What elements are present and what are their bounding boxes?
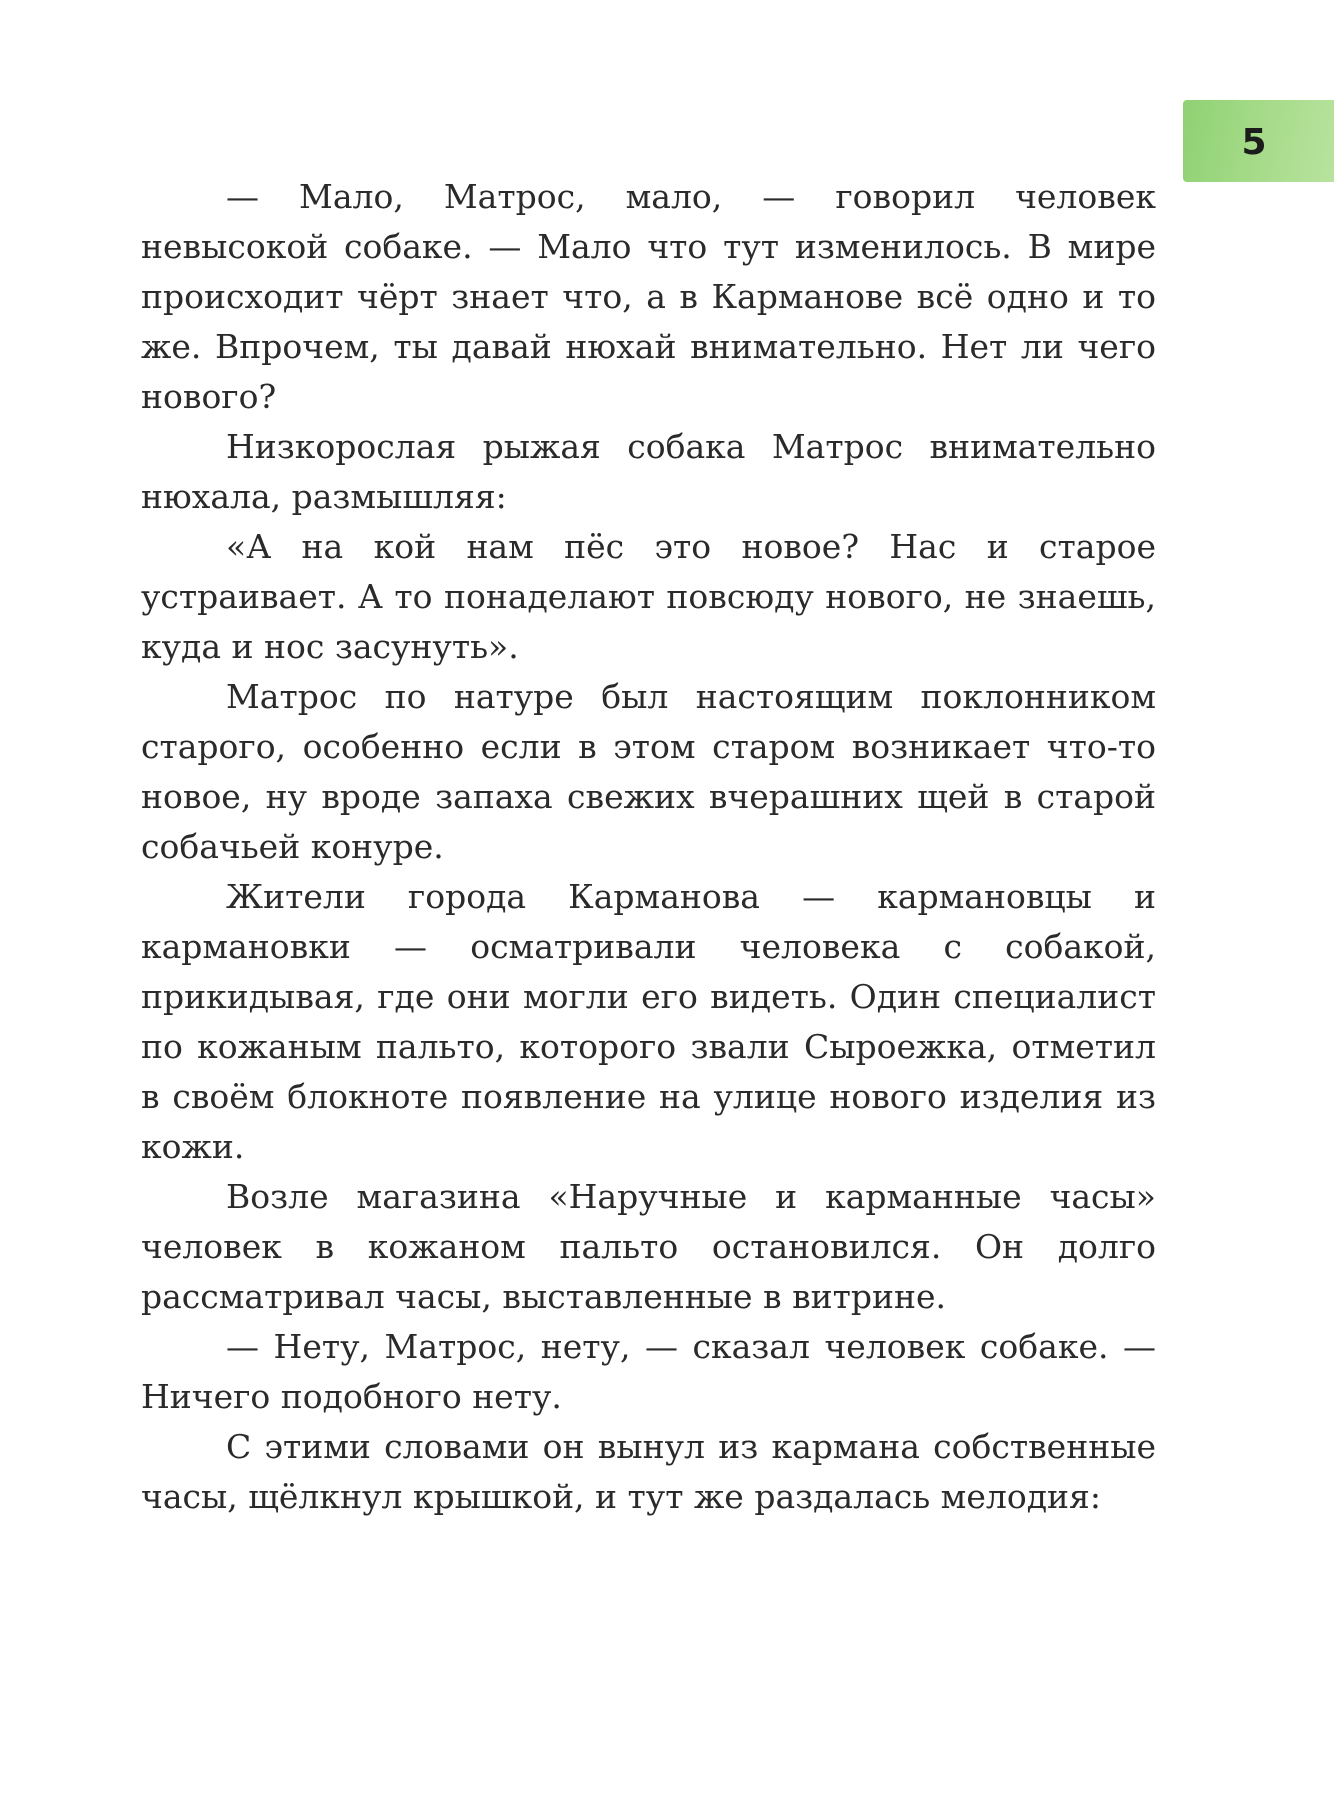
page-number: 5: [1241, 122, 1267, 163]
paragraph: Матрос по натуре был настоящим поклонником старого, особенно если в этом старом возникает что-то новое, ну вроде запаха свежих вчерашних щей в старой собачьей конуре.: [141, 677, 1156, 866]
paragraph: «А на кой нам пёс это новое? Нас и старое устраивает. А то понаделают повсюду нового, не знаешь, куда и нос засунуть».: [141, 527, 1156, 666]
paragraph: Возле магазина «Наручные и карманные часы» человек в кожаном пальто остановился. Он долго рассматривал часы, выставленные в витрине.: [141, 1177, 1156, 1316]
paragraph: — Нету, Матрос, нету, — сказал человек собаке. — Ничего подобного нету.: [141, 1327, 1156, 1416]
paragraph: Жители города Карманова — кармановцы и кармановки — осматривали человека с собакой, прикидывая, где они могли его видеть. Один специалист по кожаным пальто, которого звали Сыроежка, отметил в своём блокноте появление на улице нового изделия из кожи.: [141, 877, 1156, 1166]
paragraph: С этими словами он вынул из кармана собственные часы, щёлкнул крышкой, и тут же раздалась мелодия:: [141, 1427, 1156, 1516]
paragraph: Низкорослая рыжая собака Матрос внимательно нюхала, размышляя:: [141, 427, 1156, 516]
paragraph: — Мало, Матрос, мало, — говорил человек невысокой собаке. — Мало что тут изменилось. В мире происходит чёрт знает что, а в Карманове всё одно и то же. Впрочем, ты давай нюхай внимательно. Нет ли чего нового?: [141, 177, 1156, 416]
body-text: [141, 172, 1156, 1522]
